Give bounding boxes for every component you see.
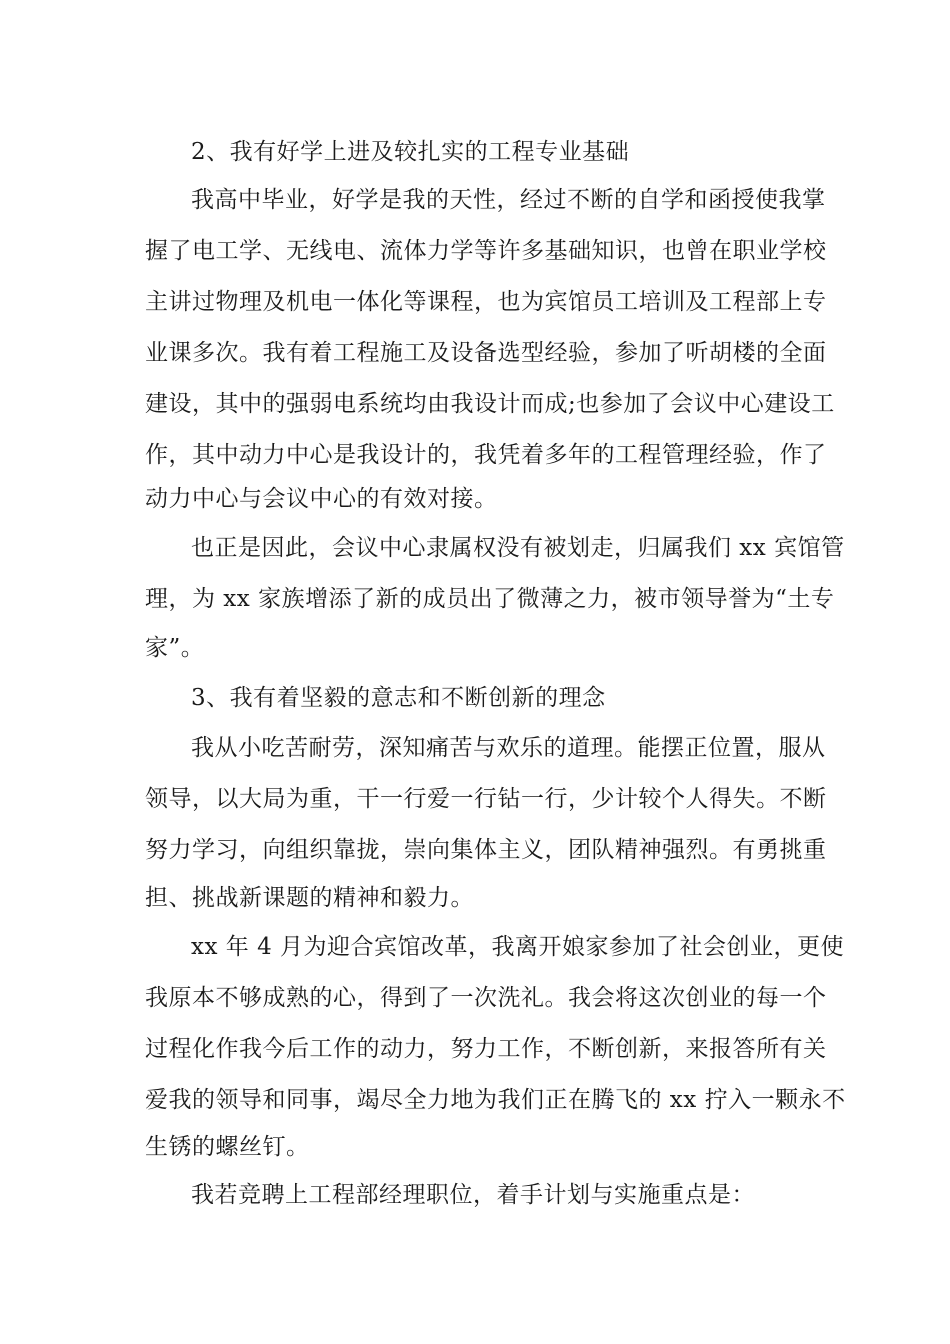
paragraph-line: 作，其中动力中心是我设计的，我凭着多年的工程管理经验，作了 [145, 442, 827, 468]
section-heading-3: 3、我有着坚毅的意志和不断创新的理念 [191, 685, 606, 711]
paragraph-line: 我若竞聘上工程部经理职位，着手计划与实施重点是： [191, 1182, 755, 1208]
paragraph-line: 握了电工学、无线电、流体力学等许多基础知识，也曾在职业学校 [145, 238, 827, 264]
paragraph-line: 努力学习，向组织靠拢，崇向集体主义，团队精神强烈。有勇挑重 [145, 837, 827, 863]
paragraph-line: 也正是因此，会议中心隶属权没有被划走，归属我们 xx 宾馆管 [191, 535, 845, 561]
paragraph-line: 家”。 [145, 635, 205, 661]
paragraph-line: 生锈的螺丝钉。 [145, 1134, 310, 1160]
paragraph-line: 我原本不够成熟的心，得到了一次洗礼。我会将这次创业的每一个 [145, 985, 827, 1011]
paragraph-line: 担、挑战新课题的精神和毅力。 [145, 885, 474, 911]
paragraph-line: 过程化作我今后工作的动力，努力工作，不断创新，来报答所有关 [145, 1036, 827, 1062]
paragraph-line: 业课多次。我有着工程施工及设备选型经验，参加了听胡楼的全面 [145, 340, 827, 366]
paragraph-line: 建设，其中的强弱电系统均由我设计而成;也参加了会议中心建设工 [145, 391, 835, 417]
paragraph-line: 领导，以大局为重，干一行爱一行钻一行，少计较个人得失。不断 [145, 786, 827, 812]
paragraph-line: 我高中毕业，好学是我的天性，经过不断的自学和函授使我掌 [191, 187, 826, 213]
paragraph-line: 主讲过物理及机电一体化等课程，也为宾馆员工培训及工程部上专 [145, 289, 827, 315]
paragraph-line: 动力中心与会议中心的有效对接。 [145, 486, 498, 512]
paragraph-line: 理，为 xx 家族增添了新的成员出了微薄之力，被市领导誉为“土专 [145, 586, 835, 612]
paragraph-line: 爱我的领导和同事，竭尽全力地为我们正在腾飞的 xx 拧入一颗永不 [145, 1087, 846, 1113]
paragraph-line: xx 年 4 月为迎合宾馆改革，我离开娘家参加了社会创业，更使 [191, 934, 845, 960]
section-heading-2: 2、我有好学上进及较扎实的工程专业基础 [191, 139, 630, 165]
paragraph-line: 我从小吃苦耐劳，深知痛苦与欢乐的道理。能摆正位置，服从 [191, 735, 826, 761]
